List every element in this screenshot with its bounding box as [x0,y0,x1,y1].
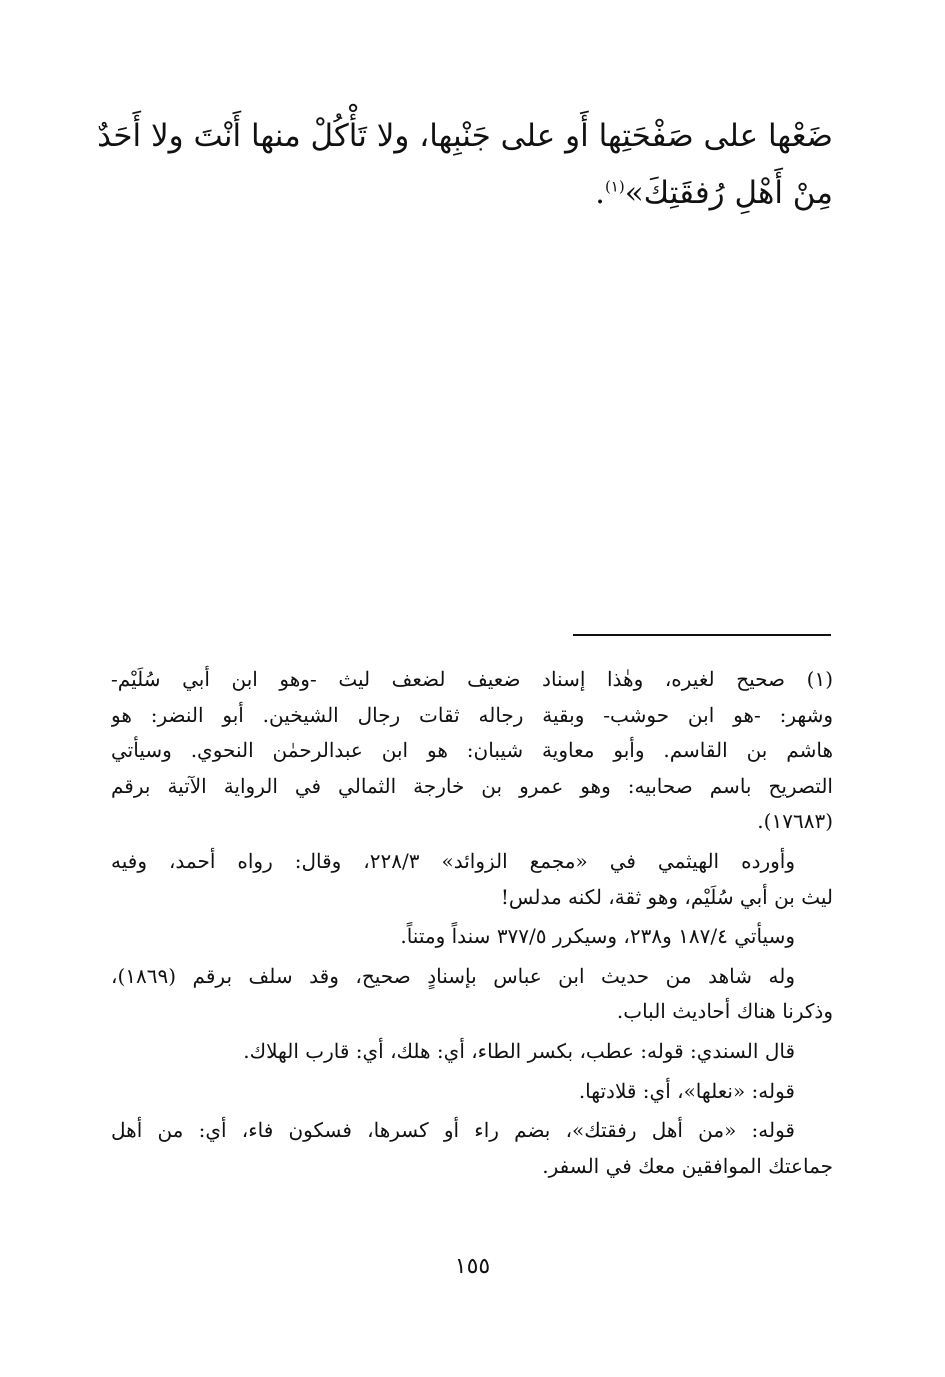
footnote-line: وشهر: -هو ابن حوشب- وبقية رجاله ثقات رجال الشيخين. أبو النضر: هو [111,702,833,727]
main-text-line-content: مِنْ أَهْلِ رُفقَتِكَ» [624,175,833,211]
footnote-reference[interactable]: (١) [604,177,625,196]
footnote-paragraph [111,1034,833,1070]
footnote-separator [573,634,831,636]
footnote-line: (١) صحيح لغيره، وهٰذا إسناد ضعيف لضعف ليث -وهو ابن أبي سُلَيْم- [111,667,833,691]
footnote-line: (١٧٦٨٣). [757,809,833,834]
page-number: ١٥٥ [454,1254,491,1279]
footnote-line: ليث بن أبي سُلَيْم، وهو ثقة، لكنه مدلس! [500,884,833,909]
footnote-paragraph [111,959,833,1030]
sentence-end-mark: . [595,175,605,211]
footnote-paragraph [111,919,833,955]
footnote-line: هاشم بن القاسم. وأبو معاوية شيبان: هو ابن عبدالرحمٰن النحوي. وسيأتي [111,738,833,763]
footnote-line: وله شاهد من حديث ابن عباس بإسنادٍ صحيح، وقد سلف برقم (١٨٦٩)، [111,963,795,988]
footnote-paragraph [111,662,833,840]
footnote-line: قال السندي: قوله: عطب، بكسر الطاء، أي: هلك، أي: قارب الهلاك. [243,1038,795,1063]
footnote-line: وذكرنا هناك أحاديث الباب. [616,999,833,1024]
footnote-paragraph [111,1074,833,1110]
main-text-line: ضَعْها على صَفْحَتِها أَو على جَنْبِها، ولا تَأْكُلْ منها أَنْتَ ولا أَحَدٌ [97,118,833,154]
footnote-paragraph [111,844,833,915]
footnote-line: وأورده الهيثمي في «مجمع الزوائد» ٢٢٨/٣، وقال: رواه أحمد، وفيه [111,848,796,873]
main-text [97,108,833,222]
footnote-line: جماعتك الموافقين معك في السفر. [542,1153,833,1178]
main-text-line [108,165,833,222]
footnote-paragraph [111,1113,833,1184]
footnote-line: قوله: «نعلها»، أي: قلادتها. [578,1078,795,1103]
footnote-line: التصريح باسم صحابيه: وهو عمرو بن خارجة الثمالي في الرواية الآتية برقم [111,773,833,798]
footnote-line: وسيأتي ١٨٧/٤ و٢٣٨، وسيكرر ٣٧٧/٥ سنداً ومتناً. [400,924,795,949]
footnotes-section [111,662,833,1184]
footnote-line: قوله: «من أهل رفقتك»، بضم راء أو كسرها، فسكون فاء، أي: من أهل [111,1118,795,1143]
